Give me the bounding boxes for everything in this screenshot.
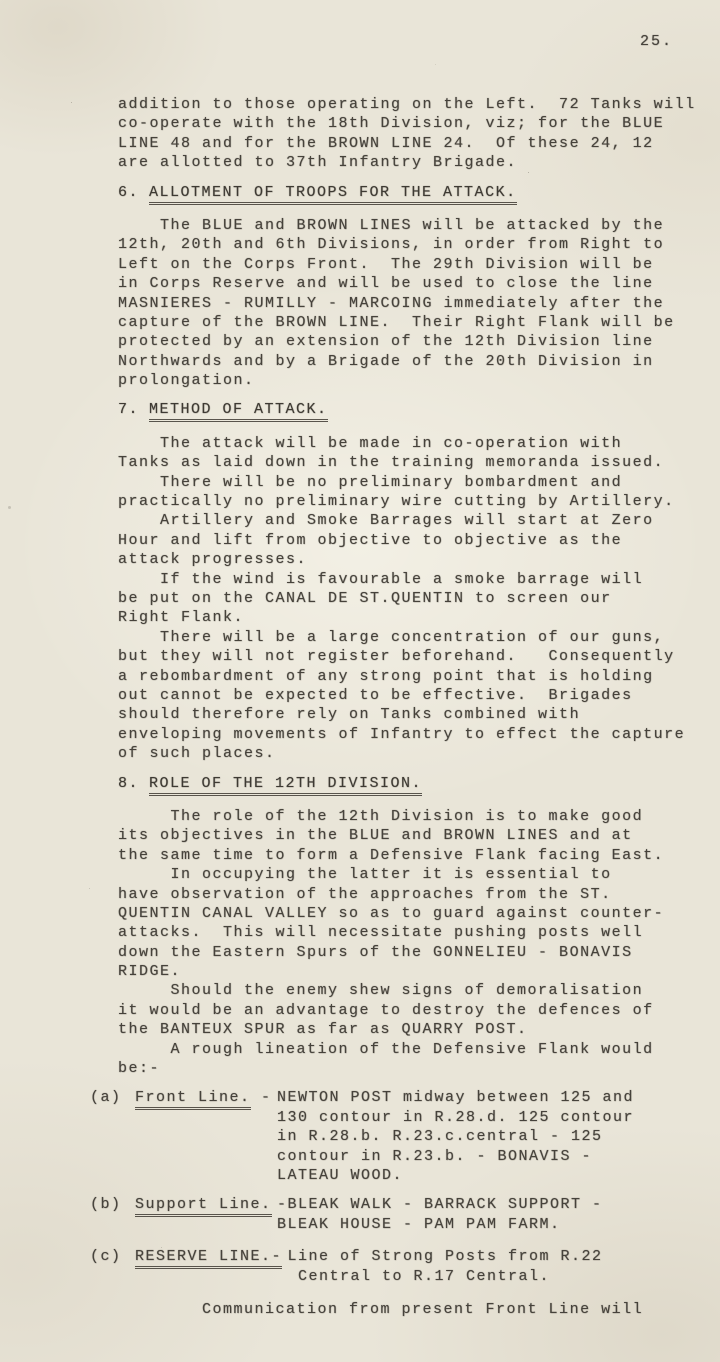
list-item-support-line (90, 1195, 712, 1234)
text-line: out cannot be expected to be effective. Brigades (118, 686, 633, 704)
text-line: Northwards and by a Brigade of the 20th Division in (118, 352, 654, 370)
text-line: Communication from present Front Line will (118, 1300, 644, 1318)
text-line: LINE 48 and for the BROWN LINE 24. Of these 24, 12 (118, 134, 654, 152)
text-line: the same time to form a Defensive Flank facing East. (118, 846, 665, 864)
text-line: its objectives in the BLUE and BROWN LINES and at (118, 827, 633, 845)
text-line: of such places. (118, 745, 276, 763)
list-label: Support Line. (135, 1195, 277, 1234)
text-line: LATEAU WOOD. (277, 1166, 404, 1184)
text-line: In occupying the latter it is essential to (118, 866, 612, 884)
text-line: addition to those operating on the Left. 72 Tanks will (118, 96, 696, 113)
list-label: Front Line. - (135, 1088, 277, 1185)
text-line: -BLEAK WALK - BARRACK SUPPORT - (277, 1196, 603, 1214)
section-number: 7. (118, 401, 140, 419)
section-title: ROLE OF THE 12TH DIVISION. (149, 775, 422, 796)
text-line: enveloping movements of Infantry to effect the capture (118, 725, 686, 743)
list-marker: (b) (90, 1196, 122, 1214)
text-line: Right Flank. (118, 609, 245, 627)
text-line: protected by an extension of the 12th Division line (118, 333, 654, 351)
text-line: There will be a large concentration of our guns, (118, 628, 665, 646)
text-line: be put on the CANAL DE ST.QUENTIN to screen our (118, 590, 612, 608)
section-heading (118, 183, 712, 202)
text-line: There will be no preliminary bombardment and (118, 473, 623, 491)
section-title: METHOD OF ATTACK. (149, 401, 328, 422)
text-line: Should the enemy shew signs of demoralisation (118, 982, 644, 1000)
text-line: should therefore rely on Tanks combined with (118, 706, 581, 724)
text-line: have observation of the approaches from the ST. (118, 885, 612, 903)
text-line: Central to R.17 Central. (277, 1267, 551, 1285)
text-line: Artillery and Smoke Barrages will start at Zero (118, 512, 654, 530)
section-method-of-attack (118, 400, 712, 763)
list-separator: - (250, 1089, 272, 1107)
list-label: RESERVE LINE.- (135, 1247, 277, 1286)
list-item-reserve-line (90, 1247, 712, 1286)
text-line: attacks. This will necessitate pushing posts well (118, 924, 644, 942)
text-line: prolongation. (118, 372, 255, 390)
text-line: in Corps Reserve and will be used to close the line (118, 275, 654, 293)
text-line: capture of the BROWN LINE. Their Right Flank will be (118, 313, 675, 331)
text-line: Left on the Corps Front. The 29th Division will be (118, 255, 654, 273)
text-line: Line of Strong Posts from R.22 (277, 1248, 603, 1266)
section-allotment-of-troops (118, 183, 712, 391)
section-body (118, 434, 712, 764)
text-line: A rough lineation of the Defensive Flank would (118, 1040, 654, 1058)
page-number: 25. (640, 33, 674, 50)
text-line: RIDGE. (118, 963, 182, 981)
text-line: NEWTON POST midway between 125 and (277, 1089, 635, 1107)
text-line: If the wind is favourable a smoke barrage will (118, 570, 644, 588)
text-line: MASNIERES - RUMILLY - MARCOING immediately after the (118, 294, 665, 312)
list-text (277, 1195, 712, 1234)
intro-paragraph (118, 95, 712, 173)
text-line: practically no preliminary wire cutting by Artillery. (118, 493, 675, 511)
list-item-front-line (90, 1088, 712, 1185)
text-line: Tanks as laid down in the training memoranda issued. (118, 454, 665, 472)
defensive-flank-list (90, 1088, 712, 1286)
section-title: ALLOTMENT OF TROOPS FOR THE ATTACK. (149, 184, 517, 205)
text-line: 12th, 20th and 6th Divisions, in order from Right to (118, 236, 665, 254)
section-heading (118, 774, 712, 793)
text-line: it would be an advantage to destroy the defences of (118, 1001, 654, 1019)
text-line: a rebombardment of any strong point that is holding (118, 667, 654, 685)
text-line: in R.28.b. R.23.c.central - 125 (277, 1128, 603, 1146)
text-line: are allotted to 37th Infantry Brigade. (118, 154, 518, 172)
text-line: but they will not register beforehand. Consequently (118, 648, 675, 666)
text-line: attack progresses. (118, 551, 308, 569)
text-line: contour in R.23.b. - BONAVIS - (277, 1147, 593, 1165)
text-line: the BANTEUX SPUR as far as QUARRY POST. (118, 1021, 528, 1039)
text-line: co-operate with the 18th Division, viz; for the BLUE (118, 115, 665, 133)
section-heading (118, 400, 712, 419)
list-marker: (c) (90, 1248, 122, 1266)
list-text (277, 1088, 712, 1185)
text-line: The role of the 12th Division is to make good (118, 807, 644, 825)
text-line: down the Eastern Spurs of the GONNELIEU - BONAVIS (118, 943, 633, 961)
section-number: 8. (118, 774, 140, 792)
text-line: The attack will be made in co-operation with (118, 434, 623, 452)
text-line: 130 contour in R.28.d. 125 contour (277, 1108, 635, 1126)
page-content (90, 95, 712, 1319)
section-body (118, 807, 712, 1078)
list-marker: (a) (90, 1089, 122, 1107)
closing-line (118, 1300, 712, 1319)
text-line: The BLUE and BROWN LINES will be attacked by the (118, 216, 665, 234)
text-line: QUENTIN CANAL VALLEY so as to guard against counter- (118, 904, 665, 922)
section-body (118, 216, 712, 391)
text-line: BLEAK HOUSE - PAM PAM FARM. (277, 1215, 561, 1233)
section-role-of-12th-division (118, 774, 712, 1079)
text-line: Hour and lift from objective to objective as the (118, 531, 623, 549)
list-text (277, 1247, 712, 1286)
text-line: be:- (118, 1060, 161, 1078)
section-number: 6. (118, 183, 140, 201)
